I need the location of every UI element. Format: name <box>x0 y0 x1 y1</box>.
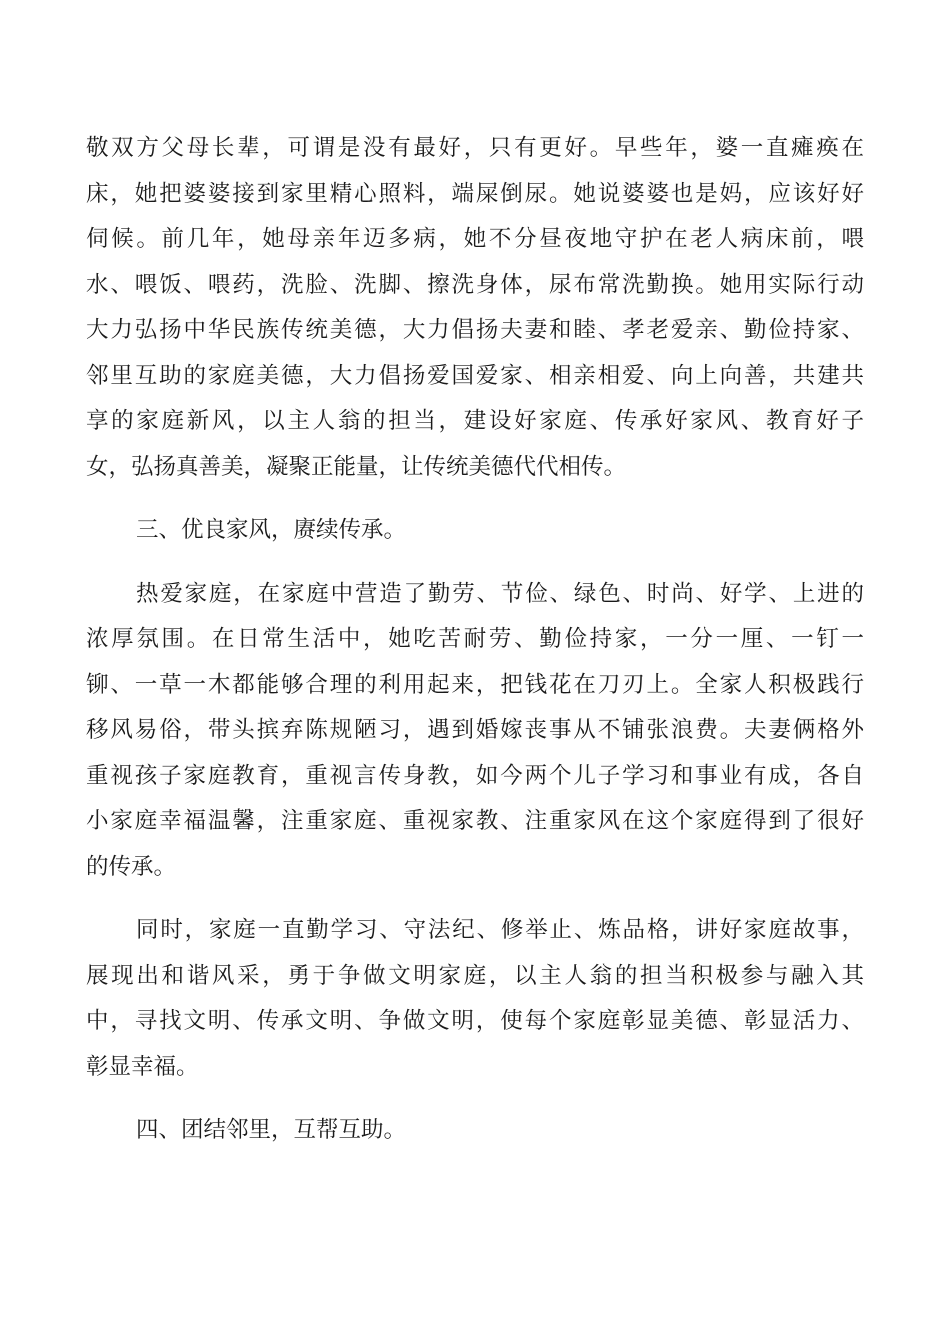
text-line: 伺候。前几年，她母亲年迈多病，她不分昼夜地守护在老人病床前，喂 <box>86 226 864 252</box>
text-line: 小家庭幸福温馨，注重家庭、重视家教、注重家风在这个家庭得到了很好 <box>86 808 864 834</box>
text-line: 大力弘扬中华民族传统美德，大力倡扬夫妻和睦、孝老爱亲、勤俭持家、 <box>86 317 864 343</box>
text-line: 享的家庭新风，以主人翁的担当，建设好家庭、传承好家风、教育好子 <box>86 408 864 434</box>
text-line: 床，她把婆婆接到家里精心照料，端屎倒尿。她说婆婆也是妈，应该好好 <box>86 180 864 207</box>
paragraph-family-atmosphere <box>86 572 864 891</box>
text-line: 重视孩子家庭教育，重视言传身教，如今两个儿子学习和事业有成，各自 <box>86 762 864 789</box>
paragraph-civilized-family <box>86 908 864 1090</box>
text-line: 的传承。 <box>86 853 177 880</box>
text-line: 邻里互助的家庭美德，大力倡扬爱国爱家、相亲相爱、向上向善，共建共 <box>86 362 864 389</box>
text-line: 敬双方父母长辈，可谓是没有最好，只有更好。早些年，婆一直瘫痪在 <box>86 135 864 161</box>
heading-text: 四、团结邻里，互帮互助。 <box>136 1117 407 1143</box>
text-line: 浓厚氛围。在日常生活中，她吃苦耐劳、勤俭持家，一分一厘、一钉一 <box>86 626 864 652</box>
heading-text: 三、优良家风，赓续传承。 <box>136 517 407 543</box>
text-line: 水、喂饭、喂药，洗脸、洗脚、擦洗身体，尿布常洗勤换。她用实际行动 <box>86 271 864 298</box>
text-line: 中，寻找文明、传承文明、争做文明，使每个家庭彰显美德、彰显活力、 <box>86 1008 864 1034</box>
section-heading-3 <box>86 508 864 554</box>
text-line: 展现出和谐风采，勇于争做文明家庭，以主人翁的担当积极参与融入其 <box>86 962 864 989</box>
section-heading-4 <box>86 1108 864 1154</box>
text-line: 铆、一草一木都能够合理的利用起来，把钱花在刀刃上。全家人积极践行 <box>86 671 864 698</box>
text-line: 同时，家庭一直勤学习、守法纪、修举止、炼品格，讲好家庭故事， <box>136 917 864 943</box>
paragraph-filial-care <box>86 126 864 490</box>
document-page <box>86 126 864 1172</box>
text-line: 移风易俗，带头摈弃陈规陋习，遇到婚嫁丧事从不铺张浪费。夫妻俩格外 <box>86 717 864 743</box>
text-line: 彰显幸福。 <box>86 1053 199 1080</box>
text-line: 热爱家庭，在家庭中营造了勤劳、节俭、绿色、时尚、好学、上进的 <box>136 580 864 607</box>
text-line: 女，弘扬真善美，凝聚正能量，让传统美德代代相传。 <box>86 453 627 480</box>
